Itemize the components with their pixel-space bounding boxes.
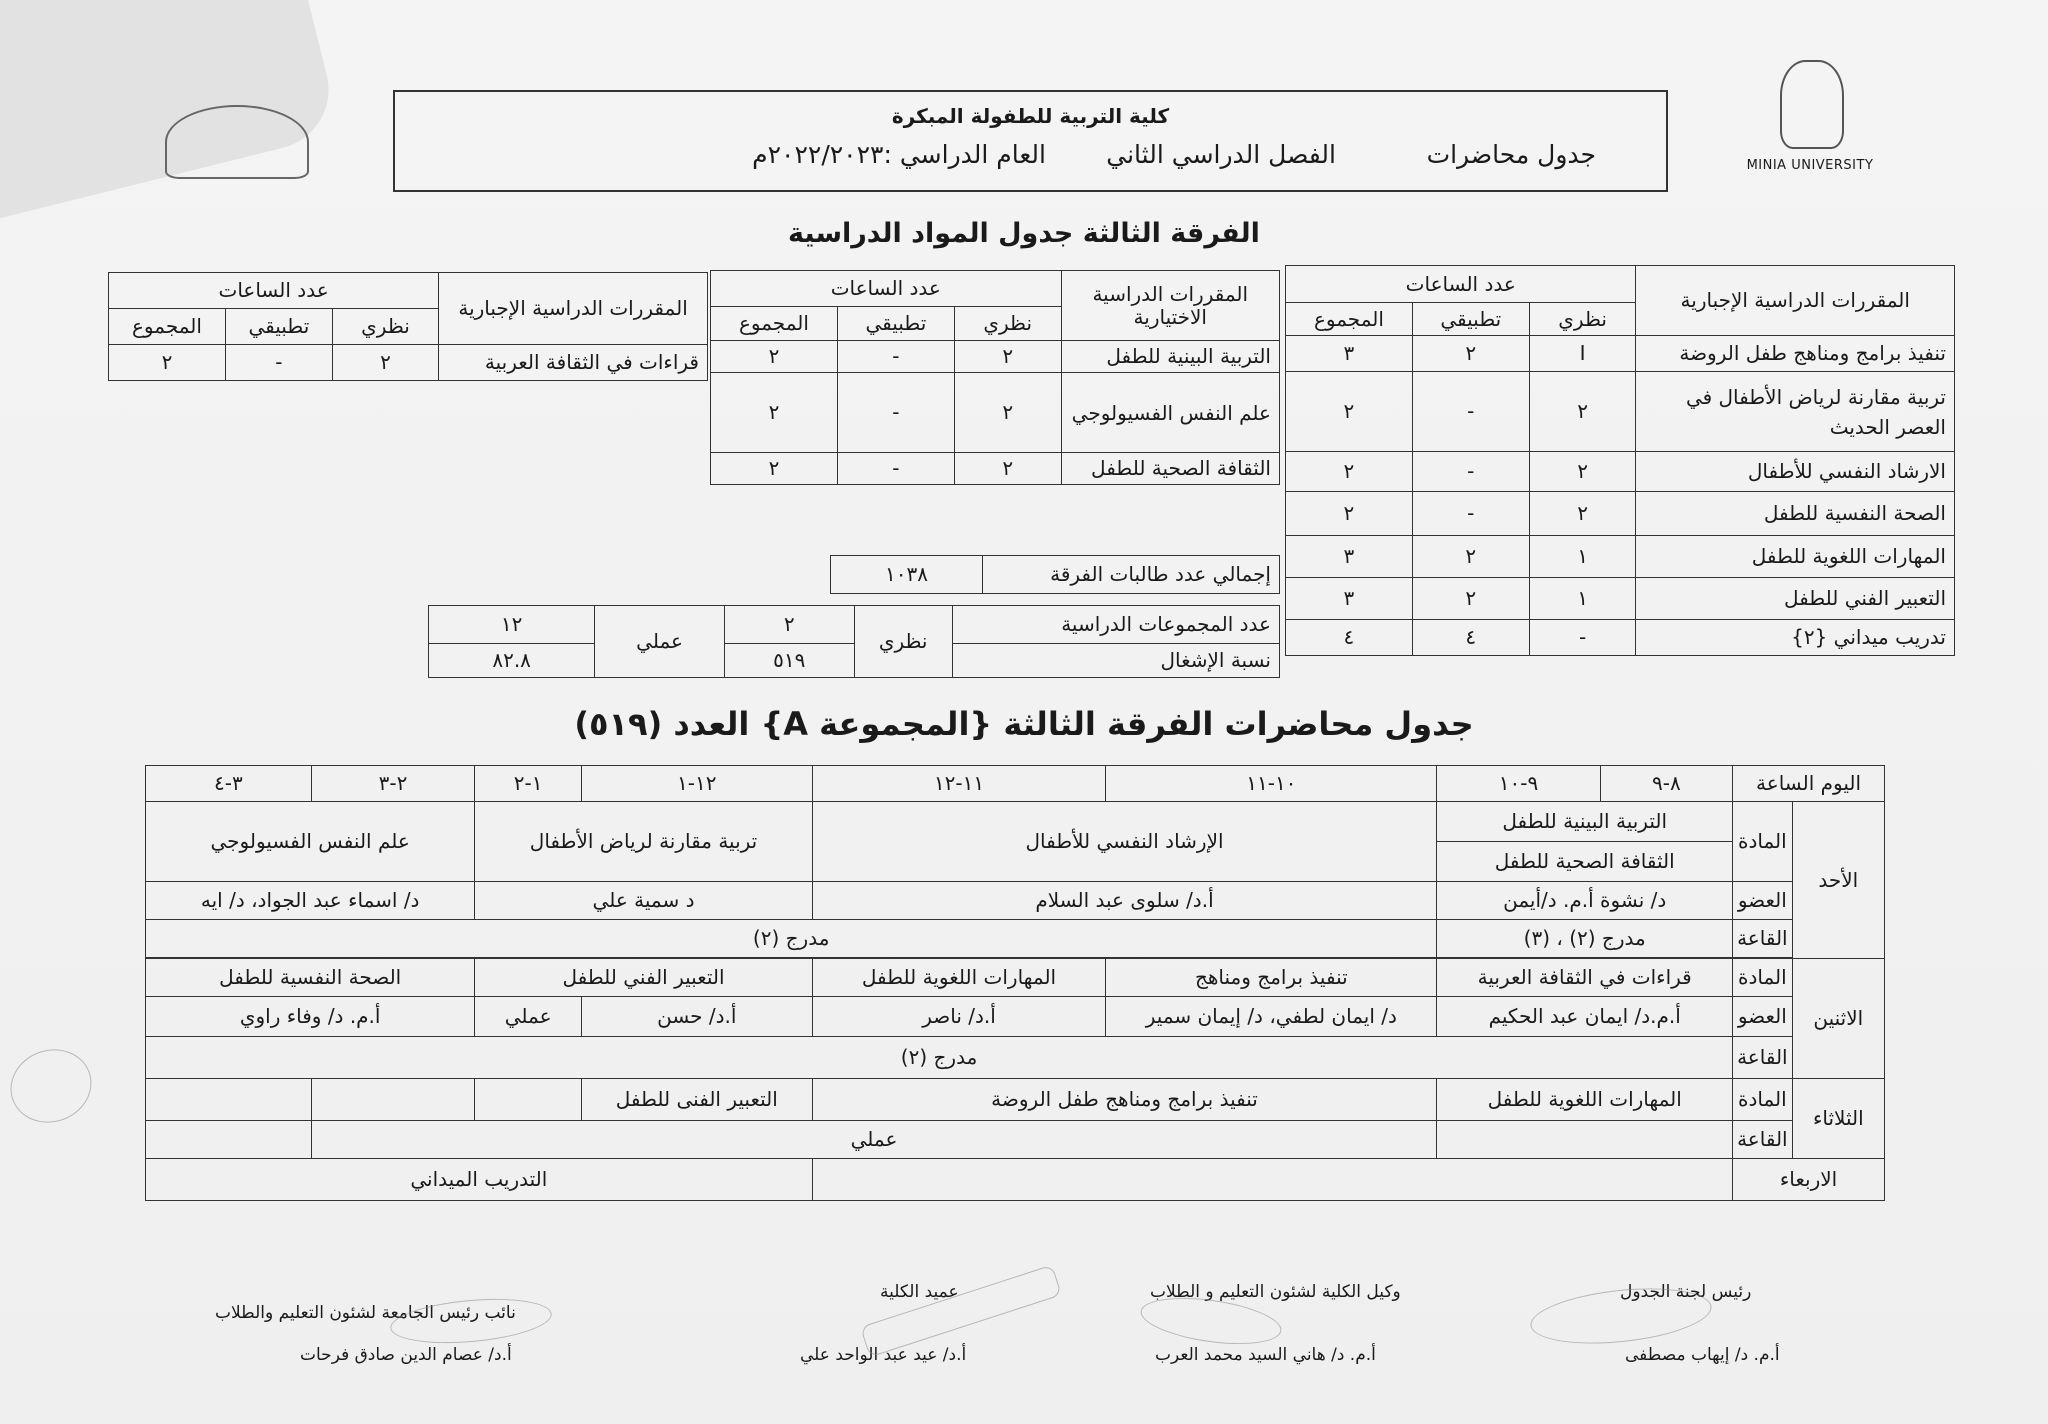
mandatory2-header: المقررات الدراسية الإجبارية (439, 273, 708, 345)
vice-dean-name: أ.م. د/ هاني السيد محمد العرب (1155, 1345, 1376, 1365)
course-name: تنفيذ برامج ومناهج طفل الروضة (1636, 336, 1955, 372)
course-name: الصحة النفسية للطفل (1636, 492, 1955, 536)
semester-label: الفصل الدراسي الثاني (1106, 140, 1336, 169)
theory-hours: ٢ (954, 373, 1061, 453)
theory-hours: ٢ (1529, 492, 1636, 536)
course-name: قراءات في الثقافة العربية (439, 345, 708, 381)
theory-hours: ١ (1529, 536, 1636, 578)
row-label-hall: القاعة (1733, 1037, 1793, 1079)
mandatory-header: المقررات الدراسية الإجبارية (1636, 266, 1955, 336)
total-header: المجموع (711, 307, 838, 341)
time-slot: ٨-٩ (1600, 766, 1732, 802)
committee-title: رئيس لجنة الجدول (1620, 1282, 1752, 1302)
header-box (393, 90, 1668, 192)
hall-cell: مدرج (٢) ، (٣) (1437, 920, 1733, 958)
total-hours: ٤ (1286, 620, 1413, 656)
row-label-hall: القاعة (1733, 920, 1793, 958)
subject-cell: تربية مقارنة لرياض الأطفال (475, 802, 812, 882)
subject-cell: علم النفس الفسيولوجي (146, 802, 475, 882)
total-hours: ٢ (1286, 492, 1413, 536)
total-hours: ٢ (109, 345, 226, 381)
committee-name: أ.م. د/ إيهاب مصطفى (1625, 1345, 1780, 1365)
subject-cell: المهارات اللغوية للطفل (1437, 1079, 1733, 1121)
practical-hours: - (1412, 372, 1529, 452)
occupancy-practical-value: ٨٢.٨ (429, 644, 595, 678)
dean-name: أ.د/ عيد عبد الواحد علي (800, 1345, 967, 1365)
faculty-logo (150, 85, 320, 205)
timetable-title: جدول محاضرات الفرقة الثالثة {المجموعة A} العدد (٥١٩) (574, 705, 1474, 743)
nefertiti-emblem-icon (1780, 60, 1844, 149)
practical-hours: - (225, 345, 332, 381)
practical-label: عملي (595, 606, 725, 678)
hall-cell: عملي (311, 1121, 1437, 1159)
course-name: التربية البينية للطفل (1061, 341, 1279, 373)
theory-label: نظري (854, 606, 952, 678)
theory-hours: ٢ (954, 341, 1061, 373)
subject-cell: تنفيذ برامج ومناهج (1106, 959, 1437, 997)
hours-header: عدد الساعات (711, 271, 1062, 307)
table-row (1286, 536, 1955, 578)
time-slot: ١١-١٢ (812, 766, 1106, 802)
row-label-member: العضو (1733, 882, 1793, 920)
hall-cell: مدرج (٢) (146, 1037, 1733, 1079)
course-name: التعبير الفني للطفل (1636, 578, 1955, 620)
table-row (109, 345, 708, 381)
signature-scribble (860, 1265, 1062, 1358)
empty-cell (1437, 1121, 1733, 1159)
practical-header: تطبيقي (225, 309, 332, 345)
subject-cell: المهارات اللغوية للطفل (812, 959, 1106, 997)
day-hour-header: اليوم الساعة (1733, 766, 1885, 802)
college-name: كلية التربية للطفولة المبكرة (891, 104, 1170, 128)
time-slot: ٣-٤ (146, 766, 312, 802)
practical-hours: - (1412, 492, 1529, 536)
occupancy-label: نسبة الإشغال (952, 644, 1279, 678)
row-label-subject: المادة (1733, 959, 1793, 997)
table-row (1286, 620, 1955, 656)
theory-hours: ٢ (1529, 452, 1636, 492)
total-hours: ٢ (1286, 452, 1413, 492)
margin-scribble (0, 1038, 102, 1134)
practical-hours: ٢ (1412, 336, 1529, 372)
subject-cell: التعبير الفني للطفل (475, 959, 812, 997)
course-name: تربية مقارنة لرياض الأطفال في العصر الحديث (1636, 372, 1955, 452)
empty-cell (812, 1159, 1732, 1201)
book-emblem-icon (165, 105, 309, 179)
practical-hours: ٢ (1412, 578, 1529, 620)
day-wednesday: الاربعاء (1733, 1159, 1885, 1201)
students-label: إجمالي عدد طالبات الفرقة (982, 556, 1279, 594)
time-slot: ١-٢ (475, 766, 582, 802)
total-header: المجموع (1286, 303, 1413, 336)
signature-scribble (388, 1293, 553, 1349)
hours-header: عدد الساعات (109, 273, 439, 309)
total-hours: ٢ (1286, 372, 1413, 452)
vp-name: أ.د/ عصام الدين صادق فرحات (300, 1345, 512, 1365)
theory-header: نظري (1529, 303, 1636, 336)
subject-cell: الإرشاد النفسي للأطفال (812, 802, 1437, 882)
mandatory-courses-table (1285, 265, 1955, 656)
course-name: تدريب ميداني {٢} (1636, 620, 1955, 656)
university-logo (1735, 55, 1885, 180)
total-hours: ٣ (1286, 336, 1413, 372)
table-row (1286, 336, 1955, 372)
subject-cell: قراءات في الثقافة العربية (1437, 959, 1733, 997)
time-slots-row (146, 766, 1885, 802)
practical-hours: - (837, 341, 954, 373)
subject-cell: التدريب الميداني (146, 1159, 813, 1201)
time-slot: ١٠-١١ (1106, 766, 1437, 802)
row-label-subject: المادة (1733, 1079, 1793, 1121)
table-row (1286, 578, 1955, 620)
vp-title: نائب رئيس الجامعة لشئون التعليم والطلاب (215, 1303, 516, 1323)
time-slot: ٩-١٠ (1437, 766, 1600, 802)
table-row (711, 341, 1280, 373)
theory-hours: ٢ (332, 345, 438, 381)
member-cell: د/ ايمان لطفي، د/ إيمان سمير (1106, 997, 1437, 1037)
total-hours: ٢ (711, 341, 838, 373)
member-cell: أ.م.د/ ايمان عبد الحكيم (1437, 997, 1733, 1037)
mandatory2-courses-table (108, 272, 708, 381)
member-cell: د سمية علي (475, 882, 812, 920)
groups-stats-table (428, 605, 1280, 678)
total-hours: ٣ (1286, 536, 1413, 578)
subject-cell: التعبير الفنى للطفل (581, 1079, 812, 1121)
practical-header: تطبيقي (837, 307, 954, 341)
academic-year: العام الدراسي :٢٠٢٢/٢٠٢٣م (752, 140, 1046, 169)
empty-cell (475, 1079, 582, 1121)
row-label-member: العضو (1733, 997, 1793, 1037)
groups-label: عدد المجموعات الدراسية (952, 606, 1279, 644)
empty-cell (146, 1121, 312, 1159)
signature-scribble (1528, 1281, 1714, 1352)
students-stats-table (830, 555, 1280, 594)
total-hours: ٢ (711, 373, 838, 453)
member-cell: عملي (475, 997, 582, 1037)
weekly-timetable (145, 765, 1885, 1201)
theory-hours: ١ (1529, 578, 1636, 620)
table-row (1286, 492, 1955, 536)
member-cell: أ.د/ ناصر (812, 997, 1106, 1037)
groups-practical-value: ١٢ (429, 606, 595, 644)
member-cell: د/ نشوة أ.م. د/أيمن (1437, 882, 1733, 920)
subject-cell: تنفيذ برامج ومناهج طفل الروضة (812, 1079, 1437, 1121)
total-hours: ٣ (1286, 578, 1413, 620)
subject-cell: الثقافة الصحية للطفل (1437, 842, 1733, 882)
theory-header: نظري (954, 307, 1061, 341)
practical-header: تطبيقي (1412, 303, 1529, 336)
table-row (1286, 372, 1955, 452)
hours-header: عدد الساعات (1286, 266, 1636, 303)
day-sunday: الأحد (1792, 802, 1884, 959)
day-tuesday: الثلاثاء (1792, 1079, 1884, 1159)
total-header: المجموع (109, 309, 226, 345)
study-plan-title: الفرقة الثالثة جدول المواد الدراسية (788, 218, 1260, 249)
practical-hours: - (1412, 452, 1529, 492)
total-hours: ٢ (711, 453, 838, 485)
schedule-label: جدول محاضرات (1426, 140, 1596, 169)
subject-cell: التربية البينية للطفل (1437, 802, 1733, 842)
theory-hours: ٢ (954, 453, 1061, 485)
university-name: MINIA UNIVERSITY (1746, 158, 1874, 173)
theory-hours: I (1529, 336, 1636, 372)
table-row (711, 373, 1280, 453)
dean-title: عميد الكلية (880, 1282, 959, 1302)
table-row (711, 453, 1280, 485)
row-label-subject: المادة (1733, 802, 1793, 882)
time-slot: ٢-٣ (311, 766, 475, 802)
row-label-hall: القاعة (1733, 1121, 1793, 1159)
hall-cell: مدرج (٢) (146, 920, 1437, 958)
vice-dean-title: وكيل الكلية لشئون التعليم و الطلاب (1150, 1282, 1401, 1302)
theory-hours: - (1529, 620, 1636, 656)
member-cell: أ.د/ سلوى عبد السلام (812, 882, 1437, 920)
course-name: المهارات اللغوية للطفل (1636, 536, 1955, 578)
theory-hours: ٢ (1529, 372, 1636, 452)
elective-header: المقررات الدراسية الاختيارية (1061, 271, 1279, 341)
table-row (1286, 452, 1955, 492)
course-name: علم النفس الفسيولوجي (1061, 373, 1279, 453)
empty-cell (311, 1079, 475, 1121)
students-value: ١٠٣٨ (831, 556, 983, 594)
member-cell: د/ اسماء عبد الجواد، د/ ايه (146, 882, 475, 920)
member-cell: أ.د/ حسن (581, 997, 812, 1037)
course-name: الثقافة الصحية للطفل (1061, 453, 1279, 485)
occupancy-theory-value: ٥١٩ (724, 644, 854, 678)
practical-hours: - (837, 453, 954, 485)
practical-hours: - (837, 373, 954, 453)
course-name: الارشاد النفسي للأطفال (1636, 452, 1955, 492)
practical-hours: ٤ (1412, 620, 1529, 656)
groups-theory-value: ٢ (724, 606, 854, 644)
member-cell: أ.م. د/ وفاء راوي (146, 997, 475, 1037)
empty-cell (146, 1079, 312, 1121)
theory-header: نظري (332, 309, 438, 345)
day-monday: الاثنين (1792, 959, 1884, 1079)
elective-courses-table (710, 270, 1280, 485)
subject-cell: الصحة النفسية للطفل (146, 959, 475, 997)
practical-hours: ٢ (1412, 536, 1529, 578)
time-slot: ١٢-١ (581, 766, 812, 802)
